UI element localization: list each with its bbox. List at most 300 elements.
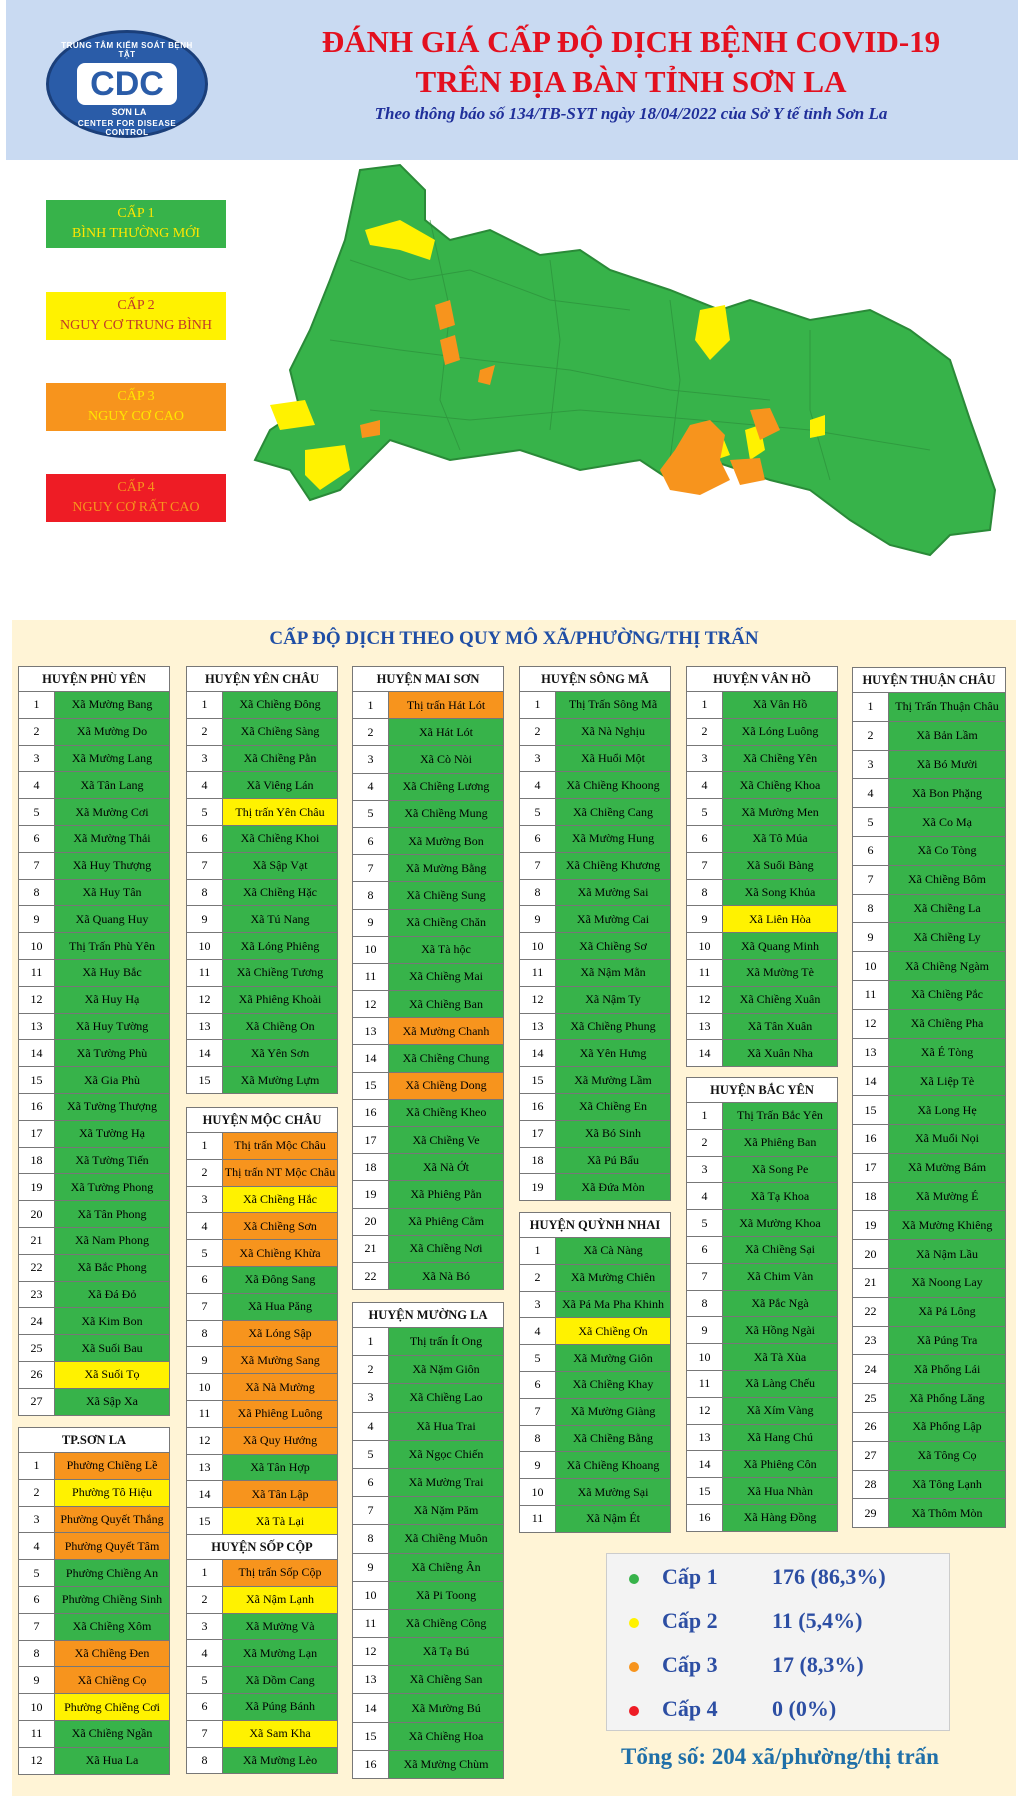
legend-level-label: CẤP 3 (117, 389, 155, 404)
commune-name: Xã Chiềng Khay (556, 1372, 670, 1398)
row-number: 10 (19, 933, 55, 959)
commune-name: Xã Mường Lèo (223, 1748, 337, 1774)
commune-name: Thị trấn Hát Lót (389, 692, 503, 718)
commune-row (18, 1362, 170, 1389)
commune-row (186, 1267, 338, 1294)
commune-row (18, 1453, 170, 1480)
commune-row (519, 880, 671, 907)
row-number: 13 (19, 1014, 55, 1040)
commune-name: Xã Chiềng Chung (389, 1045, 503, 1071)
commune-name: Xã Cò Nòi (389, 746, 503, 772)
commune-row (852, 923, 1006, 952)
commune-row (352, 828, 504, 855)
commune-row (186, 960, 338, 987)
commune-name: Xã Chiềng Hắc (223, 1187, 337, 1213)
commune-row (686, 1183, 838, 1210)
commune-row (186, 692, 338, 719)
row-number: 16 (853, 1125, 889, 1153)
commune-name: Xã Chiềng Sàng (223, 719, 337, 745)
commune-row (352, 1356, 504, 1384)
row-number: 9 (19, 1667, 55, 1693)
legend-level-desc: NGUY CƠ RẤT CAO (72, 500, 200, 515)
commune-name: Xã Mường Bám (889, 1154, 1005, 1182)
row-number: 4 (187, 772, 223, 798)
row-number: 7 (520, 1399, 556, 1425)
commune-name: Xã Nà Nghịu (556, 719, 670, 745)
commune-name: Xã Chiềng Phung (556, 1014, 670, 1040)
commune-row (519, 826, 671, 853)
row-number: 26 (19, 1362, 55, 1388)
commune-name: Xã Tân Lập (223, 1481, 337, 1507)
commune-row (186, 1160, 338, 1187)
map-province-shape (255, 165, 995, 555)
commune-name: Xã Tông Cọ (889, 1442, 1005, 1470)
commune-name: Xã Quang Huy (55, 906, 169, 932)
commune-row (686, 1371, 838, 1398)
commune-name: Xã Tường Phù (55, 1040, 169, 1066)
row-number: 17 (520, 1121, 556, 1147)
level-dot-icon (629, 1662, 639, 1672)
commune-row (519, 933, 671, 960)
commune-name: Xã Huy Tường (55, 1014, 169, 1040)
district-table (519, 1212, 671, 1533)
commune-name: Xã Chiềng Yên (723, 746, 837, 772)
commune-name: Xã Chiềng Khoang (556, 1452, 670, 1478)
commune-row (352, 1751, 504, 1779)
row-number: 10 (19, 1694, 55, 1720)
commune-row (519, 1094, 671, 1121)
commune-row (18, 1121, 170, 1148)
row-number: 16 (687, 1505, 723, 1531)
commune-name: Xã Muổi Nọi (889, 1125, 1005, 1153)
section-title: CẤP ĐỘ DỊCH THEO QUY MÔ XÃ/PHƯỜNG/THỊ TRẤN (269, 628, 759, 649)
row-number: 20 (19, 1201, 55, 1227)
commune-name: Xã Lóng Sập (223, 1321, 337, 1347)
row-number: 4 (687, 1183, 723, 1209)
row-number: 2 (687, 1130, 723, 1156)
commune-name: Xã Thôm Mòn (889, 1499, 1005, 1527)
district-table (352, 666, 504, 1290)
commune-name: Xã Xím Vàng (723, 1398, 837, 1424)
commune-row (686, 933, 838, 960)
row-number: 16 (520, 1094, 556, 1120)
row-number: 14 (687, 1040, 723, 1066)
commune-name: Xã Nặm Păm (389, 1497, 503, 1524)
row-number: 4 (19, 772, 55, 798)
commune-row (852, 1240, 1006, 1269)
commune-name: Xã Nậm Mằn (556, 960, 670, 986)
row-number: 14 (520, 1040, 556, 1066)
row-number: 1 (687, 1103, 723, 1129)
commune-name: Xã Yên Sơn (223, 1040, 337, 1066)
row-number: 4 (19, 1533, 55, 1559)
commune-name: Xã Sam Kha (223, 1721, 337, 1747)
row-number: 6 (187, 826, 223, 852)
row-number: 10 (187, 933, 223, 959)
commune-name: Xã Tà hộc (389, 937, 503, 963)
row-number: 17 (853, 1154, 889, 1182)
commune-name: Xã Chiềng Ngần (55, 1721, 169, 1747)
row-number: 10 (353, 937, 389, 963)
commune-row (852, 1384, 1006, 1413)
commune-row (519, 692, 671, 719)
commune-row (852, 808, 1006, 837)
commune-row (519, 1121, 671, 1148)
commune-name: Xã Làng Chếu (723, 1371, 837, 1397)
commune-row (852, 1125, 1006, 1154)
row-number: 19 (853, 1211, 889, 1239)
row-number: 14 (187, 1040, 223, 1066)
commune-name: Xã Tường Phong (55, 1174, 169, 1200)
commune-name: Thị trấn Mộc Châu (223, 1133, 337, 1159)
row-number: 23 (853, 1327, 889, 1355)
commune-name: Xã Phiêng Pằn (389, 1181, 503, 1207)
commune-name: Xã Hua La (55, 1748, 169, 1774)
district-table (18, 1427, 170, 1775)
row-number: 9 (353, 1554, 389, 1581)
commune-name: Xã Quang Minh (723, 933, 837, 959)
row-number: 11 (187, 960, 223, 986)
commune-row (186, 1014, 338, 1041)
commune-row (519, 1148, 671, 1175)
commune-row (686, 1237, 838, 1264)
commune-name: Xã Chiềng Cang (556, 799, 670, 825)
row-number: 8 (353, 882, 389, 908)
commune-row (852, 1442, 1006, 1471)
row-number: 2 (520, 1265, 556, 1291)
commune-row (186, 799, 338, 826)
row-number: 15 (19, 1067, 55, 1093)
commune-name: Phường Chiềng An (55, 1560, 169, 1586)
commune-name: Xã Phổng Lập (889, 1413, 1005, 1441)
legend-level-label: CẤP 2 (117, 298, 155, 313)
commune-name: Xã Bắc Phong (55, 1255, 169, 1281)
commune-name: Xã Nậm Ét (556, 1506, 670, 1532)
commune-row (186, 1560, 338, 1587)
row-number: 11 (353, 1610, 389, 1637)
row-number: 15 (353, 1073, 389, 1099)
commune-row (686, 987, 838, 1014)
row-number: 11 (353, 964, 389, 990)
commune-name: Xã Pắc Ngà (723, 1291, 837, 1317)
row-number: 7 (187, 1294, 223, 1320)
row-number: 10 (853, 952, 889, 980)
commune-row (186, 880, 338, 907)
row-number: 9 (353, 910, 389, 936)
commune-row (352, 910, 504, 937)
row-number: 15 (187, 1067, 223, 1093)
commune-row (186, 933, 338, 960)
row-number: 5 (853, 808, 889, 836)
commune-row (18, 1335, 170, 1362)
row-number: 3 (353, 746, 389, 772)
commune-row (852, 1298, 1006, 1327)
commune-row (18, 1667, 170, 1694)
district-name: HUYỆN MỘC CHÂU (186, 1107, 338, 1133)
commune-name: Xã Chiềng On (223, 1014, 337, 1040)
commune-name: Xã Tân Xuân (723, 1014, 837, 1040)
commune-row (18, 799, 170, 826)
commune-row (686, 1398, 838, 1425)
row-number: 1 (19, 692, 55, 718)
commune-name: Xã Chiềng Khoi (223, 826, 337, 852)
district-name: HUYỆN BẮC YÊN (686, 1077, 838, 1103)
commune-name: Xã Suối Bau (55, 1335, 169, 1361)
commune-row (18, 1148, 170, 1175)
stat-value: 11 (5,4%) (772, 1608, 863, 1633)
commune-row (186, 1455, 338, 1482)
legend-level-label: CẤP 1 (117, 206, 155, 221)
district-table (18, 666, 170, 1416)
commune-row (352, 1610, 504, 1638)
row-number: 9 (520, 906, 556, 932)
stat-level: Cấp 2 (662, 1608, 718, 1633)
row-number: 5 (187, 1667, 223, 1693)
commune-name: Xã Huổi Một (556, 746, 670, 772)
commune-name: Xã Bon Phặng (889, 779, 1005, 807)
commune-row (18, 1228, 170, 1255)
commune-name: Xã Vân Hồ (723, 692, 837, 718)
row-number: 6 (353, 1469, 389, 1496)
commune-row (686, 1040, 838, 1067)
row-number: 6 (353, 828, 389, 854)
commune-name: Xã Mường Cơi (55, 799, 169, 825)
commune-name: Xã Chiềng Sơ (556, 933, 670, 959)
commune-name: Xã Nà Mường (223, 1374, 337, 1400)
level-dot-icon (629, 1706, 639, 1716)
row-number: 7 (19, 1614, 55, 1640)
commune-name: Xã Tường Hạ (55, 1121, 169, 1147)
row-number: 12 (353, 1638, 389, 1665)
row-number: 19 (19, 1174, 55, 1200)
commune-name: Xã Mường Thải (55, 826, 169, 852)
row-number: 11 (687, 960, 723, 986)
commune-row (686, 772, 838, 799)
legend-level-1 (46, 200, 226, 248)
commune-name: Xã Tạ Khoa (723, 1183, 837, 1209)
commune-row (519, 1174, 671, 1201)
commune-name: Xã Púng Bánh (223, 1694, 337, 1720)
commune-name: Xã Lóng Phiêng (223, 933, 337, 959)
commune-row (18, 692, 170, 719)
commune-row (519, 1292, 671, 1319)
commune-row (852, 1471, 1006, 1500)
row-number: 3 (187, 1187, 223, 1213)
row-number: 8 (187, 1748, 223, 1774)
commune-name: Xã Mường Và (223, 1614, 337, 1640)
commune-name: Xã Chiềng Hoa (389, 1723, 503, 1750)
row-number: 14 (353, 1045, 389, 1071)
commune-row (686, 1291, 838, 1318)
commune-name: Xã Pá Ma Pha Khinh (556, 1292, 670, 1318)
stat-level: Cấp 3 (662, 1652, 718, 1677)
row-number: 5 (353, 1441, 389, 1468)
row-number: 3 (687, 746, 723, 772)
commune-row (18, 1721, 170, 1748)
commune-name: Phường Quyết Thắng (55, 1507, 169, 1533)
row-number: 22 (353, 1263, 389, 1289)
commune-name: Xã Chiềng Muôn (389, 1525, 503, 1552)
commune-row (18, 1282, 170, 1309)
commune-row (519, 1372, 671, 1399)
commune-name: Xã Noong Lay (889, 1269, 1005, 1297)
commune-row (18, 1560, 170, 1587)
commune-row (519, 772, 671, 799)
commune-name: Xã Chiềng Lương (389, 774, 503, 800)
commune-name: Xã Chiềng Công (389, 1610, 503, 1637)
stat-value: 176 (86,3%) (772, 1564, 886, 1589)
commune-name: Xã Mường Bằng (389, 855, 503, 881)
commune-row (686, 1505, 838, 1532)
row-number: 2 (187, 1587, 223, 1613)
row-number: 14 (853, 1067, 889, 1095)
logo-ring-top-text: TRUNG TÂM KIỂM SOÁT BỆNH TẬT (61, 41, 193, 59)
stat-row (607, 1688, 951, 1732)
commune-row (519, 1014, 671, 1041)
commune-row (352, 1441, 504, 1469)
commune-name: Xã Tô Múa (723, 826, 837, 852)
stat-row (607, 1600, 951, 1644)
commune-name: Xã Nà Bó (389, 1263, 503, 1289)
commune-row (686, 880, 838, 907)
commune-name: Xã Chiềng Mai (389, 964, 503, 990)
commune-name: Xã Nặm Giôn (389, 1356, 503, 1383)
row-number: 16 (353, 1100, 389, 1126)
row-number: 1 (19, 1453, 55, 1479)
row-number: 19 (520, 1174, 556, 1200)
commune-name: Phường Chiềng Lề (55, 1453, 169, 1479)
commune-row (686, 1264, 838, 1291)
district-table (186, 666, 338, 1094)
legend-level-label: CẤP 4 (117, 480, 155, 495)
commune-name: Thị trấn Sốp Cộp (223, 1560, 337, 1586)
row-number: 7 (353, 1497, 389, 1524)
commune-row (352, 882, 504, 909)
commune-name: Xã Tân Hợp (223, 1455, 337, 1481)
stat-row (607, 1644, 951, 1688)
commune-row (352, 1045, 504, 1072)
commune-row (519, 960, 671, 987)
commune-row (352, 937, 504, 964)
commune-name: Xã Mường Cai (556, 906, 670, 932)
row-number: 10 (520, 1479, 556, 1505)
commune-row (186, 1721, 338, 1748)
commune-row (352, 1127, 504, 1154)
commune-name: Xã Chiềng Hặc (223, 880, 337, 906)
commune-row (519, 719, 671, 746)
row-number: 13 (520, 1014, 556, 1040)
commune-name: Xã Suối Tọ (55, 1362, 169, 1388)
row-number: 2 (687, 719, 723, 745)
commune-name: Xã Bản Lầm (889, 722, 1005, 750)
commune-name: Thị trấn NT Mộc Châu (223, 1160, 337, 1186)
row-number: 12 (353, 991, 389, 1017)
commune-name: Xã Chiềng Ly (889, 923, 1005, 951)
commune-name: Phường Chiềng Cơi (55, 1694, 169, 1720)
commune-name: Xã Suối Bàng (723, 853, 837, 879)
row-number: 10 (187, 1374, 223, 1400)
commune-row (352, 1582, 504, 1610)
row-number: 4 (520, 772, 556, 798)
commune-row (352, 1666, 504, 1694)
commune-name: Xã Yên Hưng (556, 1040, 670, 1066)
commune-name: Xã Song Pe (723, 1157, 837, 1183)
commune-row (686, 826, 838, 853)
commune-name: Thị trấn Yên Châu (223, 799, 337, 825)
commune-name: Xã Chiềng Bằng (556, 1426, 670, 1452)
district-name: HUYỆN QUỲNH NHAI (519, 1212, 671, 1238)
row-number: 4 (187, 1640, 223, 1666)
commune-row (186, 1614, 338, 1641)
commune-name: Xã Mường Lựm (223, 1067, 337, 1093)
commune-row (352, 692, 504, 719)
row-number: 5 (19, 1560, 55, 1586)
row-number: 21 (853, 1269, 889, 1297)
commune-name: Thị Trấn Bắc Yên (723, 1103, 837, 1129)
commune-name: Xã Mường Bú (389, 1694, 503, 1721)
commune-name: Xã Hua Păng (223, 1294, 337, 1320)
commune-row (18, 1094, 170, 1121)
row-number: 6 (853, 837, 889, 865)
page-title-line2: TRÊN ĐỊA BÀN TỈNH SƠN LA (415, 64, 847, 99)
logo-sub-text: SƠN LA (111, 107, 147, 117)
commune-name: Xã Chiềng Ân (389, 1554, 503, 1581)
commune-name: Xã Phiêng Cằm (389, 1209, 503, 1235)
row-number: 20 (353, 1209, 389, 1235)
row-number: 28 (853, 1471, 889, 1499)
commune-name: Xã Lóng Luông (723, 719, 837, 745)
row-number: 1 (187, 692, 223, 718)
level-dot-icon (629, 1618, 639, 1628)
commune-row (186, 1508, 338, 1535)
row-number: 19 (353, 1181, 389, 1207)
commune-row (186, 906, 338, 933)
commune-row (852, 751, 1006, 780)
commune-name: Xã Phổng Lái (889, 1355, 1005, 1383)
commune-name: Xã Púng Tra (889, 1327, 1005, 1355)
commune-row (686, 1478, 838, 1505)
commune-row (519, 1426, 671, 1453)
commune-name: Xã Mường Sại (556, 1479, 670, 1505)
commune-name: Xã Chiềng Đông (223, 692, 337, 718)
commune-name: Xã Phổng Lăng (889, 1384, 1005, 1412)
commune-name: Xã Chiềng Sại (723, 1237, 837, 1263)
commune-row (852, 1010, 1006, 1039)
commune-row (352, 1413, 504, 1441)
row-number: 22 (853, 1298, 889, 1326)
district-name: HUYỆN MAI SƠN (352, 666, 504, 692)
commune-name: Xã Mường Bang (55, 692, 169, 718)
commune-row (686, 746, 838, 773)
commune-name: Xã Mường Chiên (556, 1265, 670, 1291)
commune-name: Xã Viêng Lán (223, 772, 337, 798)
row-number: 9 (520, 1452, 556, 1478)
row-number: 14 (353, 1694, 389, 1721)
row-number: 7 (687, 1264, 723, 1290)
row-number: 11 (19, 960, 55, 986)
row-number: 2 (19, 719, 55, 745)
commune-name: Xã Tông Lạnh (889, 1471, 1005, 1499)
commune-row (686, 1210, 838, 1237)
row-number: 5 (187, 799, 223, 825)
commune-name: Thị Trấn Phù Yên (55, 933, 169, 959)
commune-row (686, 960, 838, 987)
commune-name: Xã Tà Lại (223, 1508, 337, 1534)
row-number: 4 (520, 1318, 556, 1344)
commune-row (18, 746, 170, 773)
commune-name: Xã Phiêng Ban (723, 1130, 837, 1156)
commune-name: Xã Mường Giàng (556, 1399, 670, 1425)
